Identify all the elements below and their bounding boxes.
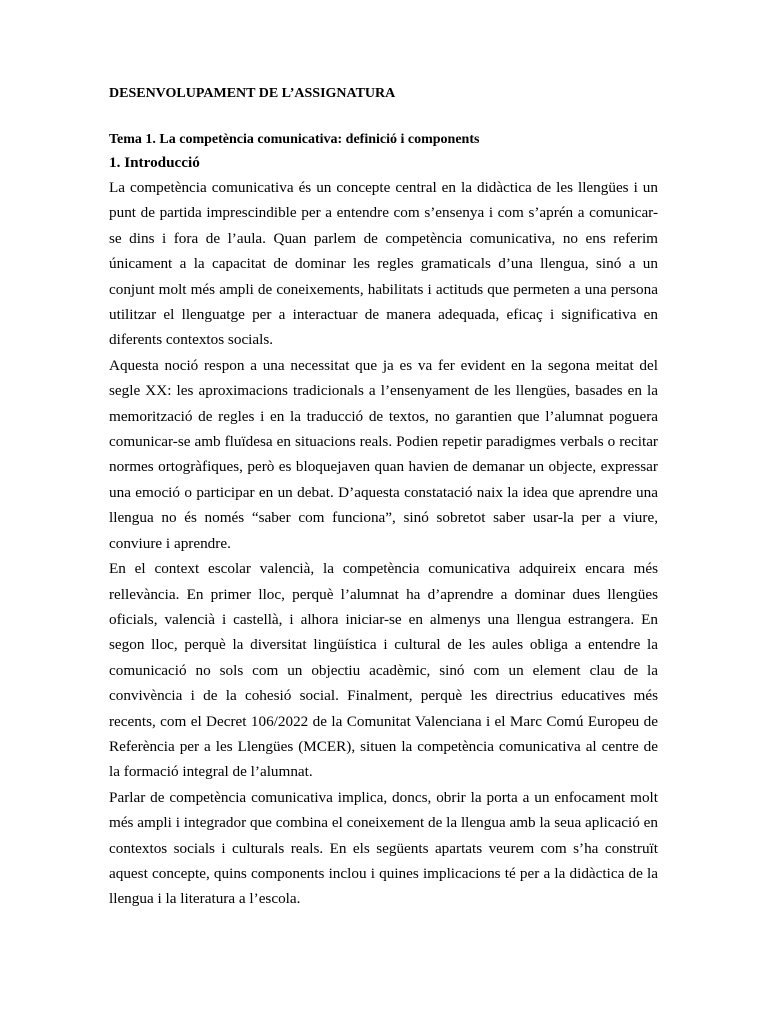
paragraph: En el context escolar valencià, la competència comunicativa adquireix encara més rellevància. En primer lloc, perquè l’alumnat ha d’aprendre a dominar dues llengües oficials, valencià i castellà, i alhora iniciar-se en almenys una llengua estrangera. En segon lloc, perquè la diversitat lingüística i cultural de les aules obliga a entendre la comunicació no sols com un objectiu acadèmic, sinó com un element clau de la convivència i de la cohesió social. Finalment, perquè les directrius educatives més recents, com el Decret 106/2022 de la Comunitat Valenciana i el Marc Comú Europeu de Referència per a les Llengües (MCER), situen la competència comunicativa al centre de la formació integral de l’alumnat. bbox=[109, 560, 658, 781]
document-content bbox=[109, 84, 658, 912]
tema-title: Tema 1. La competència comunicativa: definició i components bbox=[109, 132, 480, 147]
section-title: 1. Introducció bbox=[109, 154, 200, 171]
paragraph: Aquesta noció respon a una necessitat que ja es va fer evident en la segona meitat del segle XX: les aproximacions tradicionals a l’ensenyament de les llengües, basades en la memorització de regles i en la traducció de textos, no garantien que l’alumnat poguera comunicar-se amb fluïdesa en situacions reals. Podien repetir paradigmes verbals o recitar normes ortogràfiques, però es bloquejaven quan havien de demanar un objecte, expressar una emoció o participar en un debat. D’aquesta constatació naix la idea que aprendre una llengua no és només “saber com funciona”, sinó sobretot saber usar-la per a viure, conviure i aprendre. bbox=[109, 356, 658, 552]
paragraph: Parlar de competència comunicativa implica, doncs, obrir la porta a un enfocament molt més ampli i integrador que combina el coneixement de la llengua amb la seua aplicació en contextos socials i culturals reals. En els següents apartats veurem com s’ha construït aquest concepte, quins components inclou i quines implicacions té per a la didàctica de la llengua i la literatura a l’escola. bbox=[109, 788, 658, 908]
paragraph: La competència comunicativa és un concepte central en la didàctica de les llengües i un punt de partida imprescindible per a entendre com s’ensenya i com s’aprén a comunicar-se dins i fora de l’aula. Quan parlem de competència comunicativa, no ens referim únicament a la capacitat de dominar les regles gramaticals d’una llengua, sinó a un conjunt molt més ampli de coneixements, habilitats i actituds que permeten a una persona utilitzar el llenguatge per a interactuar de manera adequada, eficaç i significativa en diferents contextos socials. bbox=[109, 179, 658, 349]
document-title: DESENVOLUPAMENT DE L’ASSIGNATURA bbox=[109, 86, 396, 101]
